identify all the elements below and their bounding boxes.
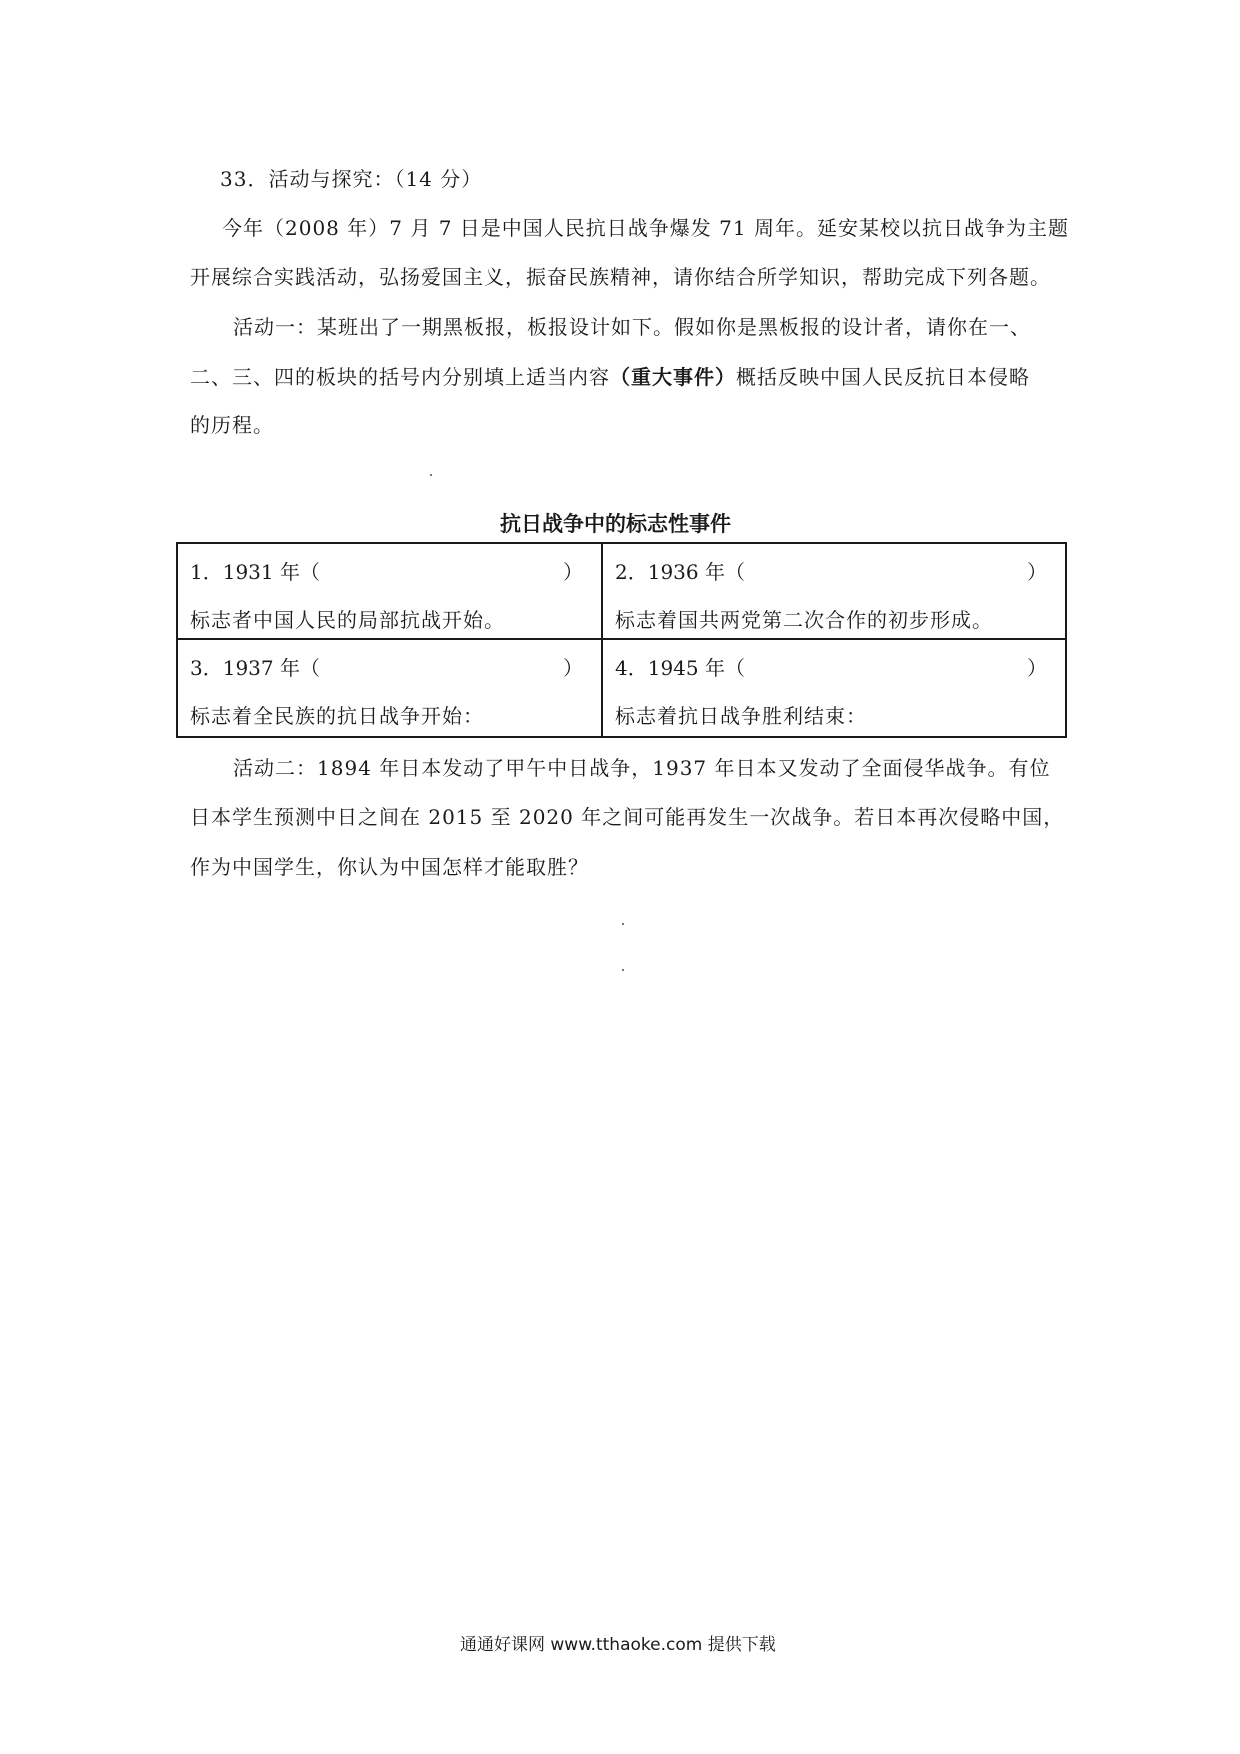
scan-speck (430, 474, 432, 476)
cell-description: 标志着抗日战争胜利结束： (615, 704, 867, 728)
activity2-line-2: 日本学生预测中日之间在 2015 至 2020 年之间可能再发生一次战争。若日本再次侵略中国， (190, 805, 1065, 829)
cell-close-paren: ） (1027, 656, 1047, 680)
activity1-line-1: 活动一：某班出了一期黑板报，板报设计如下。假如你是黑板报的设计者，请你在一、 (233, 315, 1031, 339)
activity1-key-phrase: （重大事件） (610, 365, 736, 389)
cell-year-heading: 2．1936 年（ (615, 560, 745, 584)
activity1-line-3: 的历程。 (190, 413, 274, 437)
cell-close-paren: ） (563, 560, 583, 584)
activity1-line-2-post: 概括反映中国人民反抗日本侵略 (736, 365, 1030, 389)
footer-credit: 通通好课网 www.tthaoke.com 提供下载 (460, 1635, 776, 1655)
cell-description: 标志着国共两党第二次合作的初步形成。 (615, 608, 993, 632)
table-cell-1937 (178, 640, 603, 736)
activity2-line-1: 活动二：1894 年日本发动了甲午中日战争，1937 年日本又发动了全面侵华战争。有位 (233, 756, 1051, 780)
activity1-line-2 (190, 361, 1030, 390)
table-cell-1945 (603, 640, 1065, 736)
table-title: 抗日战争中的标志性事件 (500, 512, 731, 536)
cell-year-heading: 4．1945 年（ (615, 656, 745, 680)
event-table (176, 542, 1067, 738)
cell-close-paren: ） (563, 656, 583, 680)
cell-close-paren: ） (1027, 560, 1047, 584)
cell-year-heading: 3．1937 年（ (190, 656, 320, 680)
table-cell-1936 (603, 544, 1065, 640)
scan-speck (622, 923, 624, 925)
cell-year-heading: 1．1931 年（ (190, 560, 320, 584)
question-title: 33．活动与探究：（14 分） (220, 167, 483, 191)
cell-description: 标志着全民族的抗日战争开始： (190, 704, 484, 728)
activity1-line-2-pre: 二、三、四的板块的括号内分别填上适当内容 (190, 365, 610, 389)
intro-line-1: 今年（2008 年）7 月 7 日是中国人民抗日战争爆发 71 周年。延安某校以抗日战争为主题 (222, 216, 1069, 240)
intro-line-2: 开展综合实践活动，弘扬爱国主义，振奋民族精神，请你结合所学知识，帮助完成下列各题。 (190, 265, 1051, 289)
activity2-line-3: 作为中国学生，你认为中国怎样才能取胜？ (190, 855, 589, 879)
table-cell-1931 (178, 544, 603, 640)
cell-description: 标志者中国人民的局部抗战开始。 (190, 608, 505, 632)
scan-speck (622, 969, 624, 971)
